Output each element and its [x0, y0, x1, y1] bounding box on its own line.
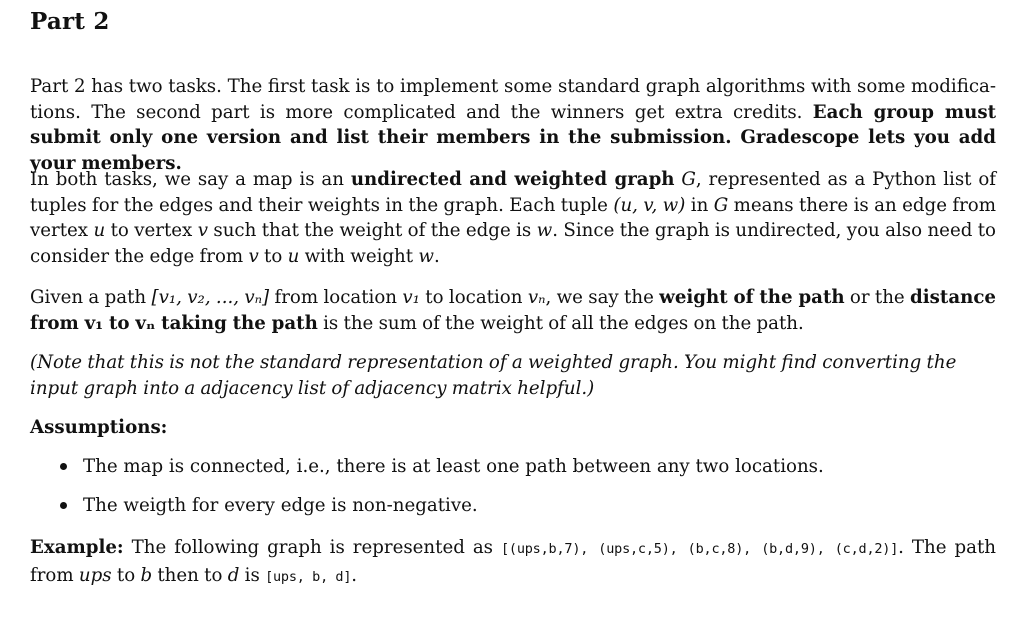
assumptions-heading: Assumptions:: [30, 417, 168, 438]
math-var: v: [248, 245, 259, 267]
math-var: v: [197, 220, 208, 241]
text-span: or the: [844, 287, 911, 308]
graph-definition-paragraph: [30, 167, 996, 269]
text-span: . The path from: [30, 537, 996, 586]
text-span: from location: [269, 287, 403, 308]
text-span: to location: [419, 287, 528, 308]
math-path: [v₁, v₂, ..., vₙ]: [151, 287, 270, 308]
intro-bold-text: Each group must submit only one version and list their members in the submission. Gradescope lets you add your members.: [30, 101, 996, 174]
text-span: .: [351, 564, 358, 586]
text-span: to: [111, 564, 141, 586]
bold-term: distance from v₁ to vₙ taking the path: [30, 287, 996, 334]
math-var: w: [418, 245, 434, 267]
text-span: is the sum of the weight of all the edges on the path.: [317, 312, 804, 334]
bullet-icon: [60, 463, 67, 470]
math-var: v₁: [402, 287, 420, 308]
math-var: d: [227, 564, 240, 586]
bold-term: undirected and weighted graph: [350, 169, 675, 190]
math-var: vₙ: [527, 287, 546, 308]
path-weight-paragraph: [30, 285, 996, 336]
list-item-text: The map is connected, i.e., there is at least one path between any two locations.: [83, 456, 824, 477]
list-item: [58, 493, 988, 532]
text-span: In both tasks, we say a map is an: [30, 169, 351, 190]
intro-text: Part 2 has two tasks. The first task is to implement some standard graph algorithms with some modifica-tions. The second part is more complicated and the winners get extra credits.: [30, 76, 996, 123]
example-label: Example:: [30, 537, 124, 558]
text-span: Given a path: [30, 287, 152, 308]
math-tuple: (u, v, w): [613, 194, 686, 216]
note-paragraph: (Note that this is not the standard representation of a weighted graph. You might find converting the input graph into a adjacency list of adjacency matrix helpful.): [30, 352, 957, 399]
code-path: [ups, b, d]: [265, 568, 352, 585]
text-span: The following graph is represented as: [123, 537, 501, 558]
math-var: w: [536, 220, 553, 241]
text-span: then to: [152, 564, 228, 586]
math-var: G: [674, 169, 696, 190]
text-span: is: [239, 564, 266, 586]
text-span: in: [685, 194, 714, 216]
math-var: G: [713, 194, 729, 216]
text-span: . Since the graph is undirected, you also need to consider the edge from: [30, 220, 997, 267]
code-graph: [(ups,b,7), (ups,c,5), (b,c,8), (b,d,9), (c,d,2)]: [500, 541, 899, 557]
text-span: , we say the: [545, 287, 660, 308]
text-span: with weight: [299, 245, 419, 267]
text-span: .: [433, 245, 440, 267]
assumptions-list: [58, 454, 988, 532]
bold-term: weight of the path: [659, 287, 845, 308]
list-item-text: The weigth for every edge is non-negative.: [83, 495, 478, 516]
example-paragraph: [30, 535, 996, 590]
text-span: to vertex: [105, 220, 198, 241]
intro-paragraph: [30, 74, 996, 176]
text-span: such that the weight of the edge is: [207, 220, 537, 241]
text-span: means there is an edge from vertex: [30, 194, 996, 241]
math-var: b: [140, 564, 153, 586]
math-var: u: [287, 245, 300, 267]
section-heading: Part 2: [30, 8, 110, 35]
text-span: to: [258, 245, 288, 267]
text-span: , represented as a Python list of tuples for the edges and their weights in the graph. Each tuple: [30, 169, 996, 216]
bullet-icon: [60, 502, 67, 509]
math-var: u: [93, 220, 106, 241]
list-item: [58, 454, 988, 493]
math-var: ups: [78, 564, 112, 586]
